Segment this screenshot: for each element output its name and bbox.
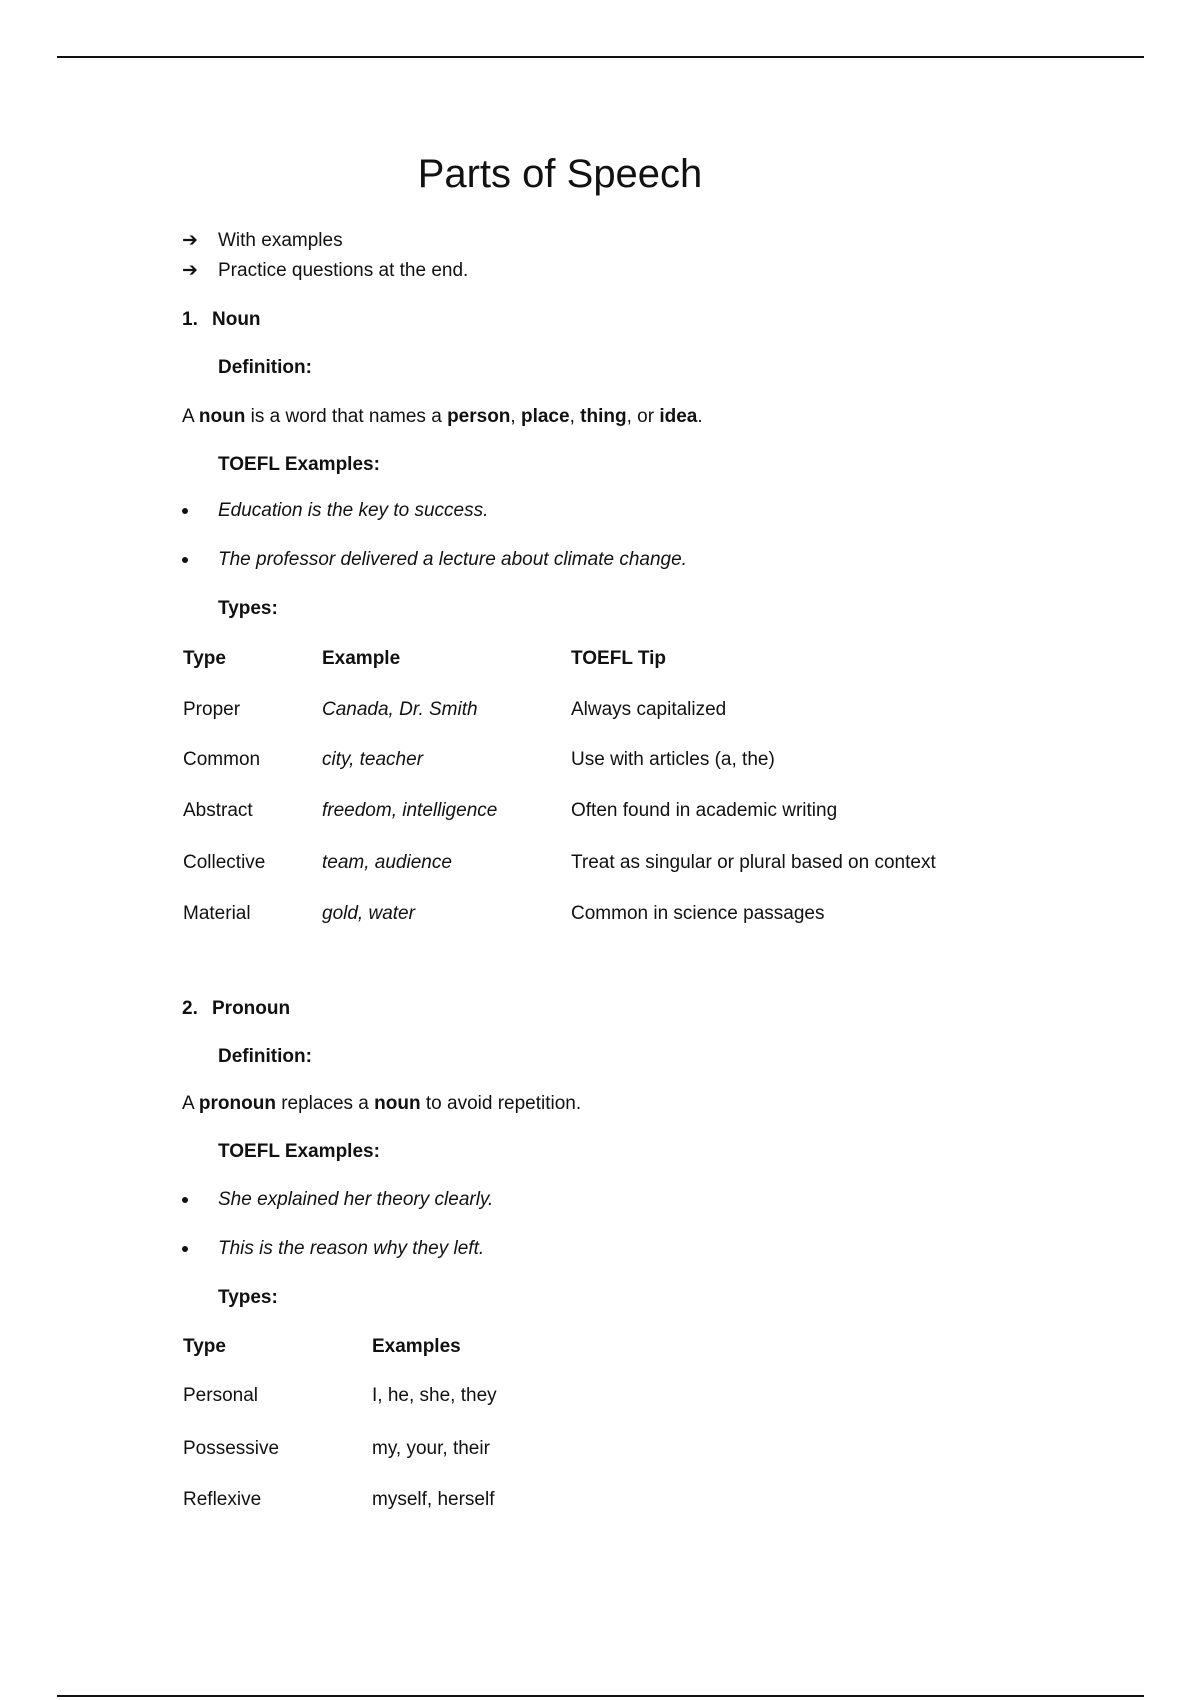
table-cell: Collective xyxy=(183,852,266,873)
example-item: The professor delivered a lecture about climate change. xyxy=(218,549,687,570)
bullet-icon xyxy=(182,1197,188,1203)
table-cell: Proper xyxy=(183,699,241,720)
table-cell: my, your, their xyxy=(372,1438,490,1459)
arrow-icon: ➔ xyxy=(182,260,198,281)
table-header: Type xyxy=(183,1336,226,1357)
noun-heading: Noun xyxy=(212,309,261,330)
noun-types-label: Types: xyxy=(218,598,278,619)
table-header: Examples xyxy=(372,1336,461,1357)
table-cell: Material xyxy=(183,903,251,924)
noun-definition-label: Definition: xyxy=(218,357,312,378)
pronoun-examples-label: TOEFL Examples: xyxy=(218,1141,380,1162)
table-cell: Use with articles (a, the) xyxy=(571,749,775,770)
table-cell: myself, herself xyxy=(372,1489,495,1510)
bullet-icon xyxy=(182,508,188,514)
bullet-icon xyxy=(182,1246,188,1252)
table-header: Example xyxy=(322,648,401,669)
pronoun-definition-label: Definition: xyxy=(218,1046,312,1067)
table-header: TOEFL Tip xyxy=(571,648,667,669)
table-cell: Treat as singular or plural based on context xyxy=(571,852,936,873)
example-item: She explained her theory clearly. xyxy=(218,1189,494,1210)
table-cell: city, teacher xyxy=(322,749,424,770)
table-cell: Abstract xyxy=(183,800,253,821)
noun-definition: A noun is a word that names a person, place, thing, or idea. xyxy=(182,406,703,427)
table-cell: freedom, intelligence xyxy=(322,800,498,821)
example-item: This is the reason why they left. xyxy=(218,1238,485,1259)
table-cell: gold, water xyxy=(322,903,415,924)
pronoun-heading-number: 2. xyxy=(182,998,198,1019)
pronoun-definition: A pronoun replaces a noun to avoid repetition. xyxy=(182,1093,582,1114)
table-cell: team, audience xyxy=(322,852,452,873)
page-title: Parts of Speech xyxy=(417,152,703,196)
table-cell: Often found in academic writing xyxy=(571,800,838,821)
table-cell: I, he, she, they xyxy=(372,1385,497,1406)
table-cell: Possessive xyxy=(183,1438,280,1459)
example-item: Education is the key to success. xyxy=(218,500,489,521)
table-header: Type xyxy=(183,648,226,669)
arrow-icon: ➔ xyxy=(182,230,198,251)
noun-heading-number: 1. xyxy=(182,309,198,330)
intro-bullet: With examples xyxy=(218,230,343,251)
pronoun-heading: Pronoun xyxy=(212,998,291,1019)
noun-examples-label: TOEFL Examples: xyxy=(218,454,380,475)
header-rule xyxy=(57,56,1144,58)
bullet-icon xyxy=(182,557,188,563)
intro-bullet: Practice questions at the end. xyxy=(218,260,469,281)
footer-rule xyxy=(57,1695,1144,1697)
pronoun-types-label: Types: xyxy=(218,1287,278,1308)
table-cell: Reflexive xyxy=(183,1489,262,1510)
table-cell: Canada, Dr. Smith xyxy=(322,699,478,720)
table-cell: Always capitalized xyxy=(571,699,727,720)
table-cell: Personal xyxy=(183,1385,258,1406)
table-cell: Common in science passages xyxy=(571,903,825,924)
table-cell: Common xyxy=(183,749,261,770)
